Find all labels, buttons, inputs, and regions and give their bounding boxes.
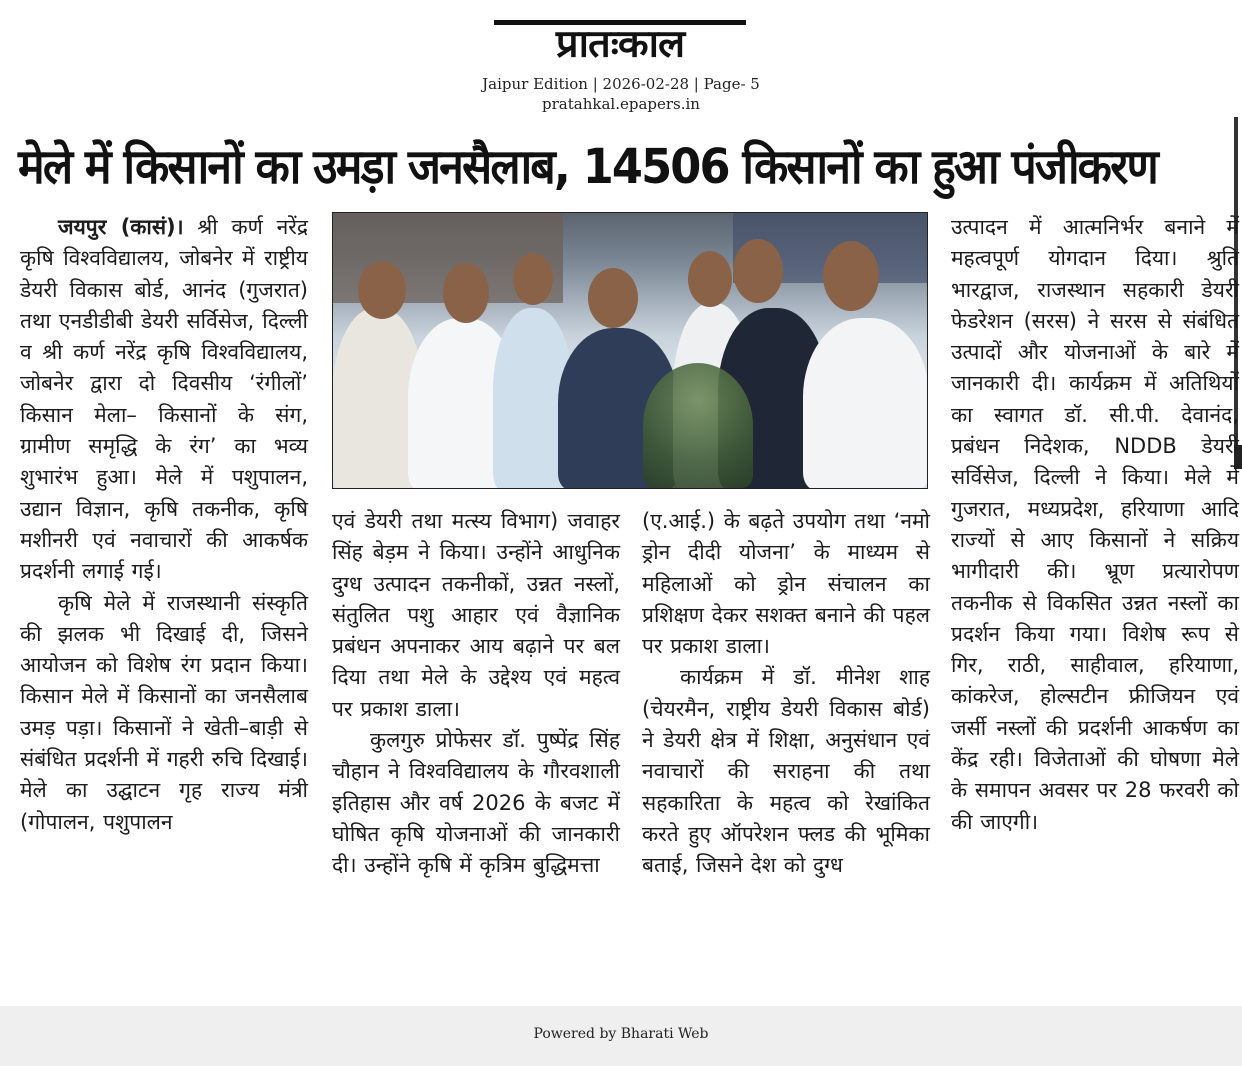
site-url[interactable]: pratahkal.epapers.in xyxy=(542,95,700,113)
article-column-1 xyxy=(20,212,308,838)
edition-line: Jaipur Edition | 2026-02-28 | Page- 5 xyxy=(482,75,760,93)
photo-person xyxy=(803,318,928,489)
logo-text: प्रातःकाल xyxy=(555,22,685,66)
article-paragraph: एवं डेयरी तथा मत्स्य विभाग) जवाहर सिंह बेड़म ने किया। उन्होंने आधुनिक दुग्ध उत्पादन तकनीकों, उन्नत नस्लों, संतुलित पशु आहार एवं वैज्ञानिक प्रबंधन अपनाकर आय बढ़ाने पर बल दिया तथा मेले के उद्देश्य एवं महत्व पर प्रकाश डाला। xyxy=(332,509,620,721)
dateline: जयपुर (कासं)। xyxy=(58,215,184,239)
article-column-4 xyxy=(951,212,1239,838)
photo-person-head xyxy=(688,251,732,307)
article-photo[interactable] xyxy=(332,212,928,489)
photo-person-head xyxy=(358,261,406,319)
paragraph-text: श्री कर्ण नरेंद्र कृषि विश्वविद्यालय, जोबनेर में राष्ट्रीय डेयरी विकास बोर्ड, आनंद (गुजरात) तथा एनडीडीबी डेयरी सर्विसेज, दिल्ली व श्री कर्ण नरेंद्र कृषि विश्वविद्यालय, जोबनेर द्वारा दो दिवसीय ‘रंगीलों’ किसान मेला– किसानों के संग, ग्रामीण समृद्धि के रंग’ का भव्य शुभारंभ हुआ। मेले में पशुपालन, उद्यान विज्ञान, कृषि तकनीक, कृषि मशीनरी एवं नवाचारों की आकर्षक प्रदर्शनी लगाई गई। xyxy=(20,215,308,584)
photo-person-head xyxy=(733,239,783,303)
photo-person-head xyxy=(823,241,879,311)
photo-person-head xyxy=(443,263,489,323)
article-paragraph: (ए.आई.) के बढ़ते उपयोग तथा ‘नमो ड्रोन दीदी योजना’ के माध्यम से महिलाओं को ड्रोन संचालन का प्रशिक्षण देकर सशक्त बनाने की पहल पर प्रकाश डाला। xyxy=(642,509,930,659)
powered-by-link[interactable]: Powered by Bharati Web xyxy=(533,1026,709,1042)
article-paragraph: कुलगुरु प्रोफेसर डॉ. पुष्पेंद्र सिंह चौहान ने विश्वविद्यालय के गौरवशाली इतिहास और वर्ष 2026 के बजट में घोषित कृषि योजनाओं की जानकारी दी। उन्होंने कृषि में कृत्रिम बुद्धिमत्ता xyxy=(332,728,620,878)
article-paragraph: कृषि मेले में राजस्थानी संस्कृति की झलक भी दिखाई दी, जिसने आयोजन को विशेष रंग प्रदान किया। किसान मेले में किसानों का जनसैलाब उमड़ पड़ा। किसानों ने खेती–बाड़ी से संबंधित प्रदर्शनी में गहरी रुचि दिखाई। मेले का उद्घाटन गृह राज्य मंत्री (गोपालन, पशुपालन xyxy=(20,590,308,834)
article-column-2 xyxy=(332,506,620,882)
article-paragraph: उत्पादन में आत्मनिर्भर बनाने में महत्वपूर्ण योगदान दिया। श्रुति भारद्वाज, राजस्थान सहकारी डेयरी फेडरेशन (सरस) ने सरस से संबंधित उत्पादों और योजनाओं के बारे में जानकारी दी। कार्यक्रम में अतिथियों का स्वागत डॉ. सी.पी. देवानंद, प्रबंधन निदेशक, NDDB डेयरी सर्विसेज, दिल्ली ने किया। मेले में गुजरात, मध्यप्रदेश, हरियाणा आदि राज्यों से आए किसानों ने सक्रिय भागीदारी की। भ्रूण प्रत्यारोपण तकनीक से विकसित उन्नत नस्लों का प्रदर्शन किया गया। विशेष रूप से गिर, राठी, साहीवाल, हरियाणा, कांकरेज, होल्सटीन फ्रीजियन एवं जर्सी नस्लों की प्रदर्शनी आकर्षण का केंद्र रही। विजेताओं की घोषणा मेले के समापन अवसर पर 28 फरवरी को की जाएगी। xyxy=(951,215,1239,834)
photo-person-head xyxy=(588,268,638,328)
article-paragraph xyxy=(20,212,308,588)
article-paragraph: कार्यक्रम में डॉ. मीनेश शाह (चेयरमैन, राष्ट्रीय डेयरी विकास बोर्ड) ने डेयरी क्षेत्र में शिक्षा, अनुसंधान एवं नवाचारों की सराहना की तथा सहकारिता के महत्व को रेखांकित करते हुए ऑपरेशन फ्लड की भूमिका बताई, जिसने देश को दुग्ध xyxy=(642,665,930,878)
footer xyxy=(0,1006,1242,1066)
article-headline: मेले में किसानों का उमड़ा जनसैलाब, 14506 किसानों का हुआ पंजीकरण xyxy=(18,139,1157,195)
article-column-3 xyxy=(642,506,930,882)
photo-person-head xyxy=(513,253,553,305)
newspaper-logo[interactable] xyxy=(494,18,746,68)
photo-wheat-crop xyxy=(643,363,753,488)
